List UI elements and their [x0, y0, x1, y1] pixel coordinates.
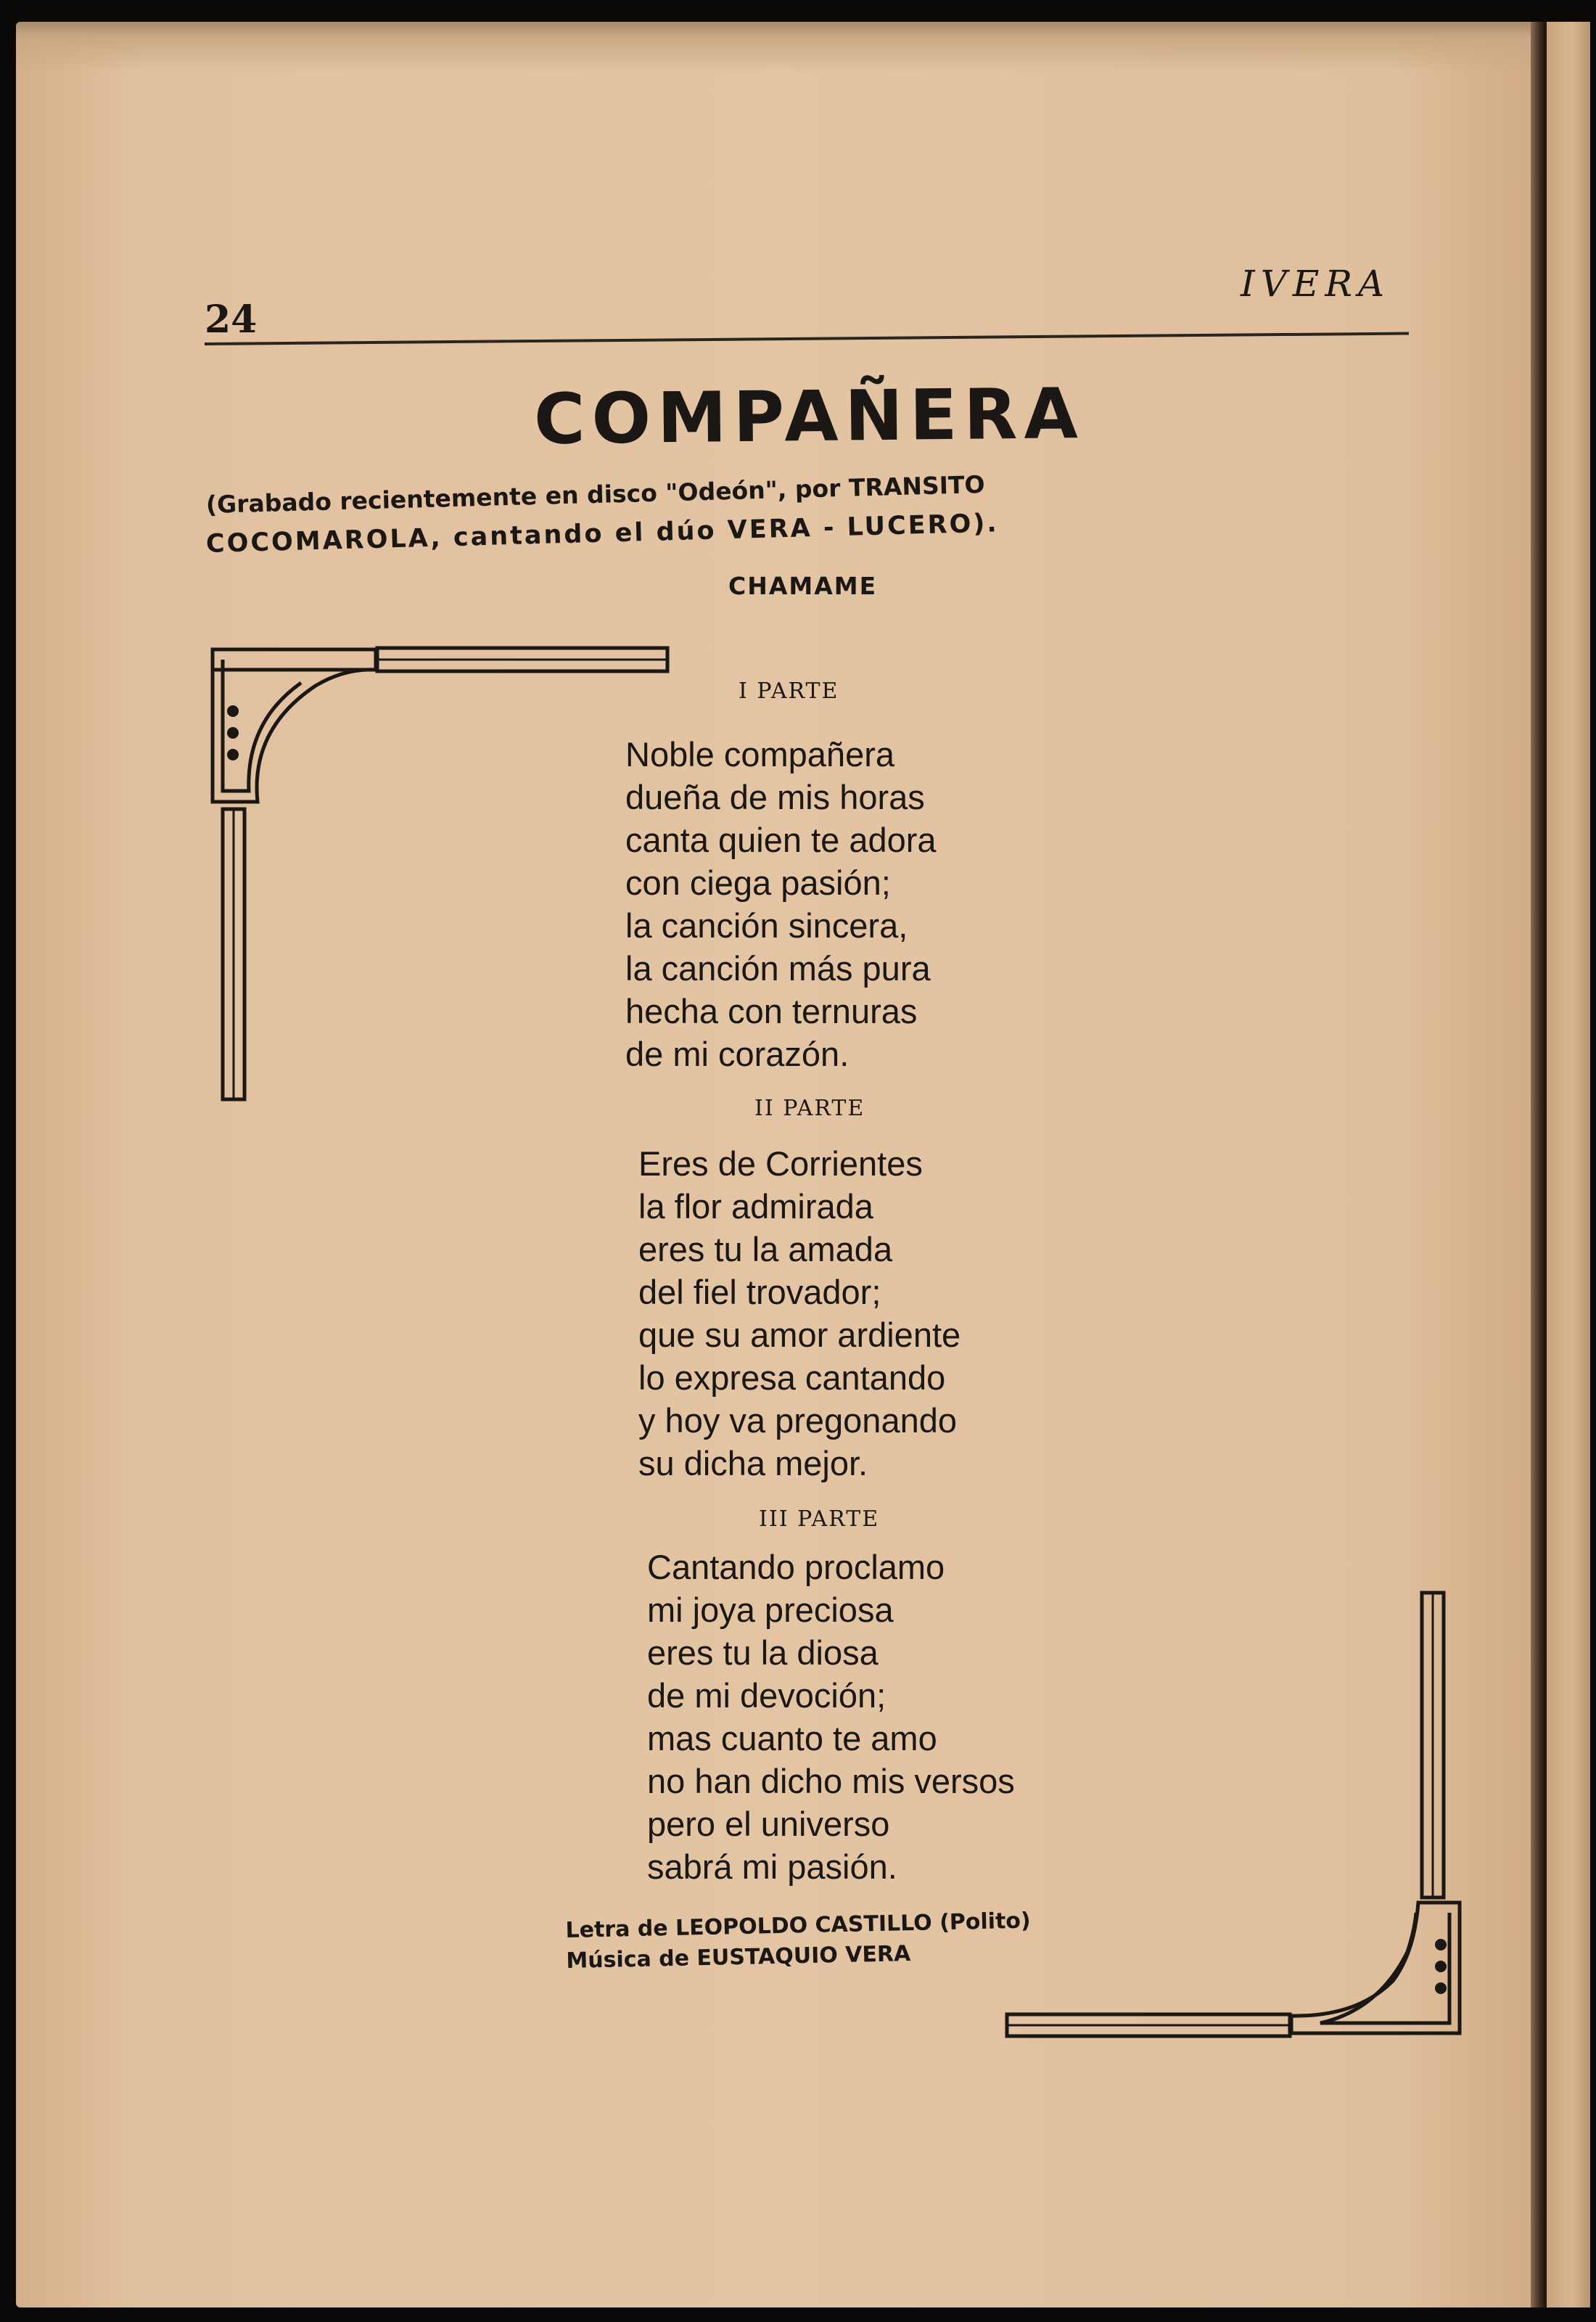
verse-line: Noble compañera: [625, 735, 894, 774]
song-title: COMPAÑERA: [533, 373, 1085, 460]
verse-line: mi joya preciosa: [647, 1591, 894, 1629]
part-three-heading: III PARTE: [759, 1506, 880, 1532]
part-three-verse: [647, 1546, 1015, 1888]
verse-line: su dicha mejor.: [638, 1444, 868, 1482]
verse-line: dueña de mis horas: [625, 778, 925, 816]
verse-line: eres tu la amada: [638, 1230, 893, 1268]
verse-line: que su amor ardiente: [638, 1316, 961, 1354]
verse-line: no han dicho mis versos: [647, 1762, 1015, 1800]
song-credits: [565, 1906, 1032, 1977]
part-two-heading: II PARTE: [754, 1096, 865, 1121]
verse-line: Cantando proclamo: [647, 1548, 945, 1586]
verse-line: la flor admirada: [638, 1187, 873, 1226]
verse-line: sabrá mi pasión.: [647, 1847, 897, 1886]
verse-line: pero el universo: [647, 1805, 890, 1843]
song-genre: CHAMAME: [728, 572, 878, 600]
verse-line: Eres de Corrientes: [638, 1144, 923, 1183]
part-one-heading: I PARTE: [739, 678, 839, 704]
book-gutter: [1531, 22, 1547, 2307]
corner-ornament-bottom-right-icon: [1001, 1589, 1465, 2054]
verse-line: con ciega pasión;: [625, 863, 891, 902]
verse-line: de mi corazón.: [625, 1035, 850, 1073]
verse-line: del fiel trovador;: [638, 1273, 881, 1311]
page-number: 24: [205, 298, 258, 342]
verse-line: canta quien te adora: [625, 821, 937, 859]
verse-line: la canción más pura: [625, 949, 931, 988]
verse-line: eres tu la diosa: [647, 1633, 879, 1672]
recording-note-line1: (Grabado recientemente en disco "Odeón", por TRANSITO: [205, 469, 986, 519]
corner-ornament-top-left-icon: [207, 642, 671, 1107]
facing-page-edge: [1547, 22, 1590, 2307]
verse-line: de mi devoción;: [647, 1676, 887, 1715]
verse-line: mas cuanto te amo: [647, 1719, 937, 1757]
part-two-verse: [638, 1142, 961, 1485]
recording-note-line2: COCOMAROLA, cantando el dúo VERA - LUCERO).: [205, 509, 1000, 559]
music-credit: Música de EUSTAQUIO VERA: [566, 1941, 911, 1974]
verse-line: y hoy va pregonando: [638, 1401, 957, 1440]
verse-line: la canción sincera,: [625, 906, 908, 945]
lyrics-credit: Letra de LEOPOLDO CASTILLO (Polito): [565, 1908, 1032, 1944]
verse-line: lo expresa cantando: [638, 1358, 946, 1397]
part-one-verse: [625, 733, 937, 1075]
page-edge-shadow: [16, 22, 1547, 73]
verse-line: hecha con ternuras: [625, 992, 918, 1030]
running-title: IVERA: [1241, 263, 1391, 305]
